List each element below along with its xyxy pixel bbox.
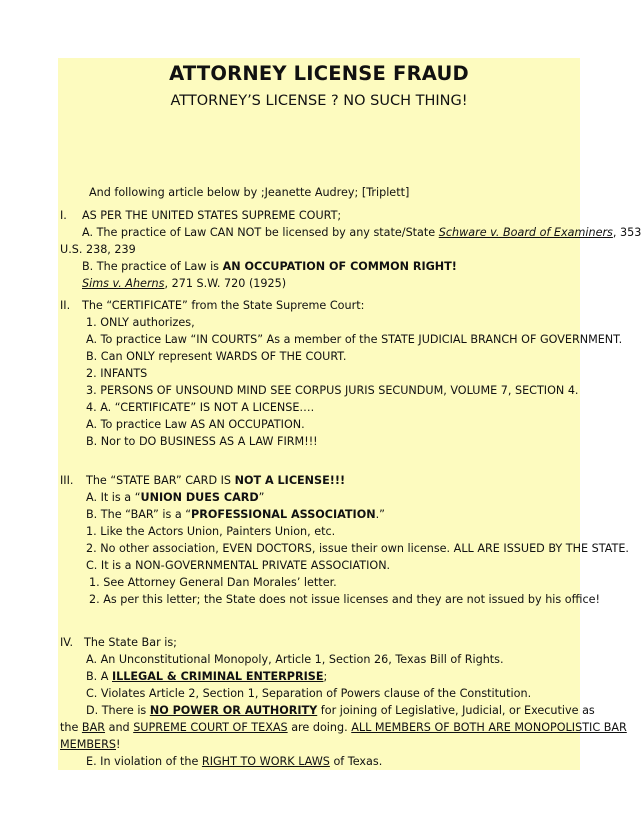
section-1-number: I.: [60, 209, 67, 222]
section-3-item-a: A. It is a “UNION DUES CARD”: [86, 491, 265, 504]
section-1-item-a-cont: U.S. 238, 239: [60, 243, 136, 256]
document-subtitle: ATTORNEY’S LICENSE ? NO SUCH THING!: [170, 93, 468, 109]
section-2-line: 4. A. “CERTIFICATE” IS NOT A LICENSE….: [86, 401, 315, 414]
section-4-item-d: D. There is NO POWER OR AUTHORITY for joining of Legislative, Judicial, or Executive as: [86, 704, 595, 717]
section-2-line: 1. ONLY authorizes,: [86, 316, 195, 329]
section-4-item-e: E. In violation of the RIGHT TO WORK LAWS of Texas.: [86, 755, 383, 768]
case-citation-sims: Sims v. Aherns: [82, 277, 165, 290]
section-2-line: B. Can ONLY represent WARDS OF THE COURT.: [86, 350, 347, 363]
case-citation-schware: Schware v. Board of Examiners: [438, 226, 613, 239]
section-2-heading: The “CERTIFICATE” from the State Supreme Court:: [82, 299, 365, 312]
section-1-item-a: A. The practice of Law CAN NOT be licensed by any state/State Schware v. Board of Examiners, 353: [82, 226, 641, 239]
document-title: ATTORNEY LICENSE FRAUD: [169, 62, 469, 85]
section-2-line: A. To practice Law “IN COURTS” As a member of the STATE JUDICIAL BRANCH OF GOVERNMENT.: [86, 333, 623, 346]
section-4-item-d-cont2: MEMBERS!: [60, 738, 121, 751]
section-4-number: IV.: [60, 636, 74, 649]
section-3-line: 2. As per this letter; the State does not issue licenses and they are not issued by his office!: [89, 593, 600, 606]
section-3-line: 2. No other association, EVEN DOCTORS, issue their own license. ALL ARE ISSUED BY THE STATE.: [86, 542, 629, 555]
section-1-item-b: B. The practice of Law is AN OCCUPATION OF COMMON RIGHT!: [82, 260, 457, 273]
section-1-heading: AS PER THE UNITED STATES SUPREME COURT;: [82, 209, 342, 222]
section-2-number: II.: [60, 299, 71, 312]
section-2-line: B. Nor to DO BUSINESS AS A LAW FIRM!!!: [86, 435, 318, 448]
section-3-item-b: B. The “BAR” is a “PROFESSIONAL ASSOCIATION.”: [86, 508, 385, 521]
section-4-item-c: C. Violates Article 2, Section 1, Separation of Powers clause of the Constitution.: [86, 687, 532, 700]
section-4-heading: The State Bar is;: [84, 636, 177, 649]
section-1-item-c: Sims v. Aherns, 271 S.W. 720 (1925): [82, 277, 287, 290]
section-3-line: 1. Like the Actors Union, Painters Union, etc.: [86, 525, 336, 538]
section-4-item-d-cont: the BAR and SUPREME COURT OF TEXAS are doing. ALL MEMBERS OF BOTH ARE MONOPOLISTIC BAR: [60, 721, 627, 734]
section-3-heading: The “STATE BAR” CARD IS NOT A LICENSE!!!: [86, 474, 346, 487]
section-2-line: 3. PERSONS OF UNSOUND MIND SEE CORPUS JURIS SECUNDUM, VOLUME 7, SECTION 4.: [86, 384, 579, 397]
section-3-line: 1. See Attorney General Dan Morales’ letter.: [89, 576, 337, 589]
section-3-number: III.: [60, 474, 74, 487]
section-2-line: A. To practice Law AS AN OCCUPATION.: [86, 418, 305, 431]
section-2-line: 2. INFANTS: [86, 367, 148, 380]
byline: And following article below by ;Jeanette Audrey; [Triplett]: [89, 186, 410, 199]
section-3-line: C. It is a NON-GOVERNMENTAL PRIVATE ASSOCIATION.: [86, 559, 391, 572]
section-4-item-b: B. A ILLEGAL & CRIMINAL ENTERPRISE;: [86, 670, 328, 683]
section-4-item-a: A. An Unconstitutional Monopoly, Article 1, Section 26, Texas Bill of Rights.: [86, 653, 504, 666]
